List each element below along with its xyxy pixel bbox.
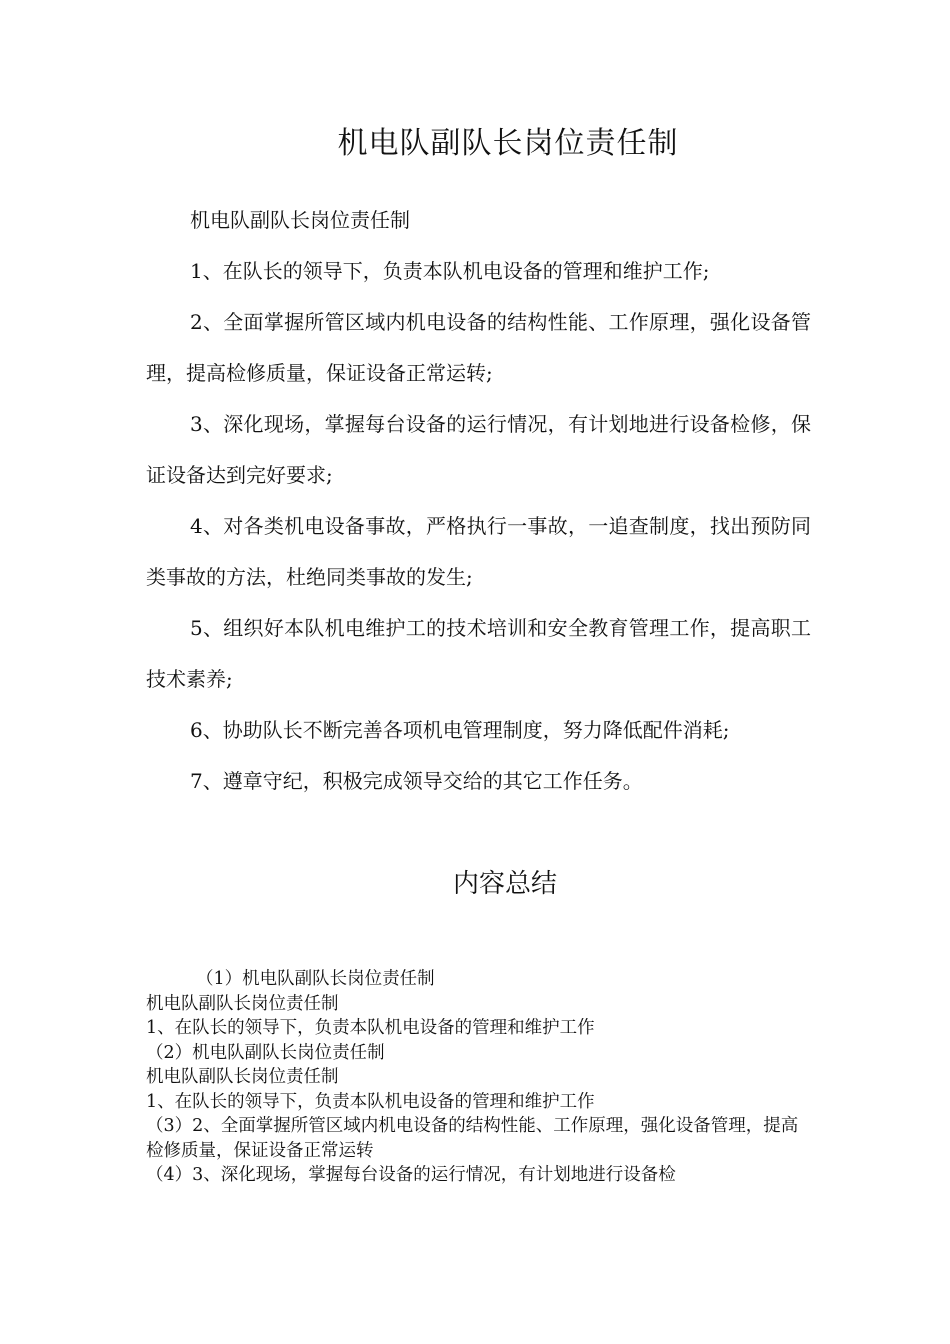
summary-line: （2）机电队副队长岗位责任制 xyxy=(146,1042,385,1063)
body-paragraph: 6、协助队长不断完善各项机电管理制度，努力降低配件消耗; xyxy=(190,718,730,742)
document-title: 机电队副队长岗位责任制 xyxy=(337,126,679,161)
body-paragraph: 4、对各类机电设备事故，严格执行一事故，一追查制度，找出预防同类事故的方法，杜绝同类事故的发生; xyxy=(146,514,811,589)
summary-title: 内容总结 xyxy=(452,869,557,899)
body-paragraph: 3、深化现场，掌握每台设备的运行情况，有计划地进行设备检修，保证设备达到完好要求; xyxy=(146,412,811,487)
summary-line: （3）2、全面掌握所管区域内机电设备的结构性能、工作原理，强化设备管理，提高检修质量，保证设备正常运转 xyxy=(146,1116,799,1161)
summary-line: 机电队副队长岗位责任制 xyxy=(146,1067,339,1087)
body-paragraph: 7、遵章守纪，积极完成领导交给的其它工作任务。 xyxy=(190,769,643,793)
summary-section xyxy=(146,967,811,1188)
summary-line: 机电队副队长岗位责任制 xyxy=(146,993,339,1014)
document-body xyxy=(146,195,811,807)
summary-line: 1、在队长的领导下，负责本队机电设备的管理和维护工作 xyxy=(146,1018,595,1038)
body-paragraph: 1、在队长的领导下，负责本队机电设备的管理和维护工作; xyxy=(190,259,710,283)
summary-line: 1、在队长的领导下，负责本队机电设备的管理和维护工作 xyxy=(146,1091,595,1112)
body-paragraph: 机电队副队长岗位责任制 xyxy=(190,208,410,232)
body-paragraph: 5、组织好本队机电维护工的技术培训和安全教育管理工作，提高职工技术素养; xyxy=(146,616,811,691)
body-paragraph: 2、全面掌握所管区域内机电设备的结构性能、工作原理，强化设备管理，提高检修质量，保证设备正常运转; xyxy=(146,310,811,385)
summary-line: （4）3、深化现场，掌握每台设备的运行情况，有计划地进行设备检 xyxy=(146,1165,676,1185)
summary-line: （1）机电队副队长岗位责任制 xyxy=(196,969,435,989)
